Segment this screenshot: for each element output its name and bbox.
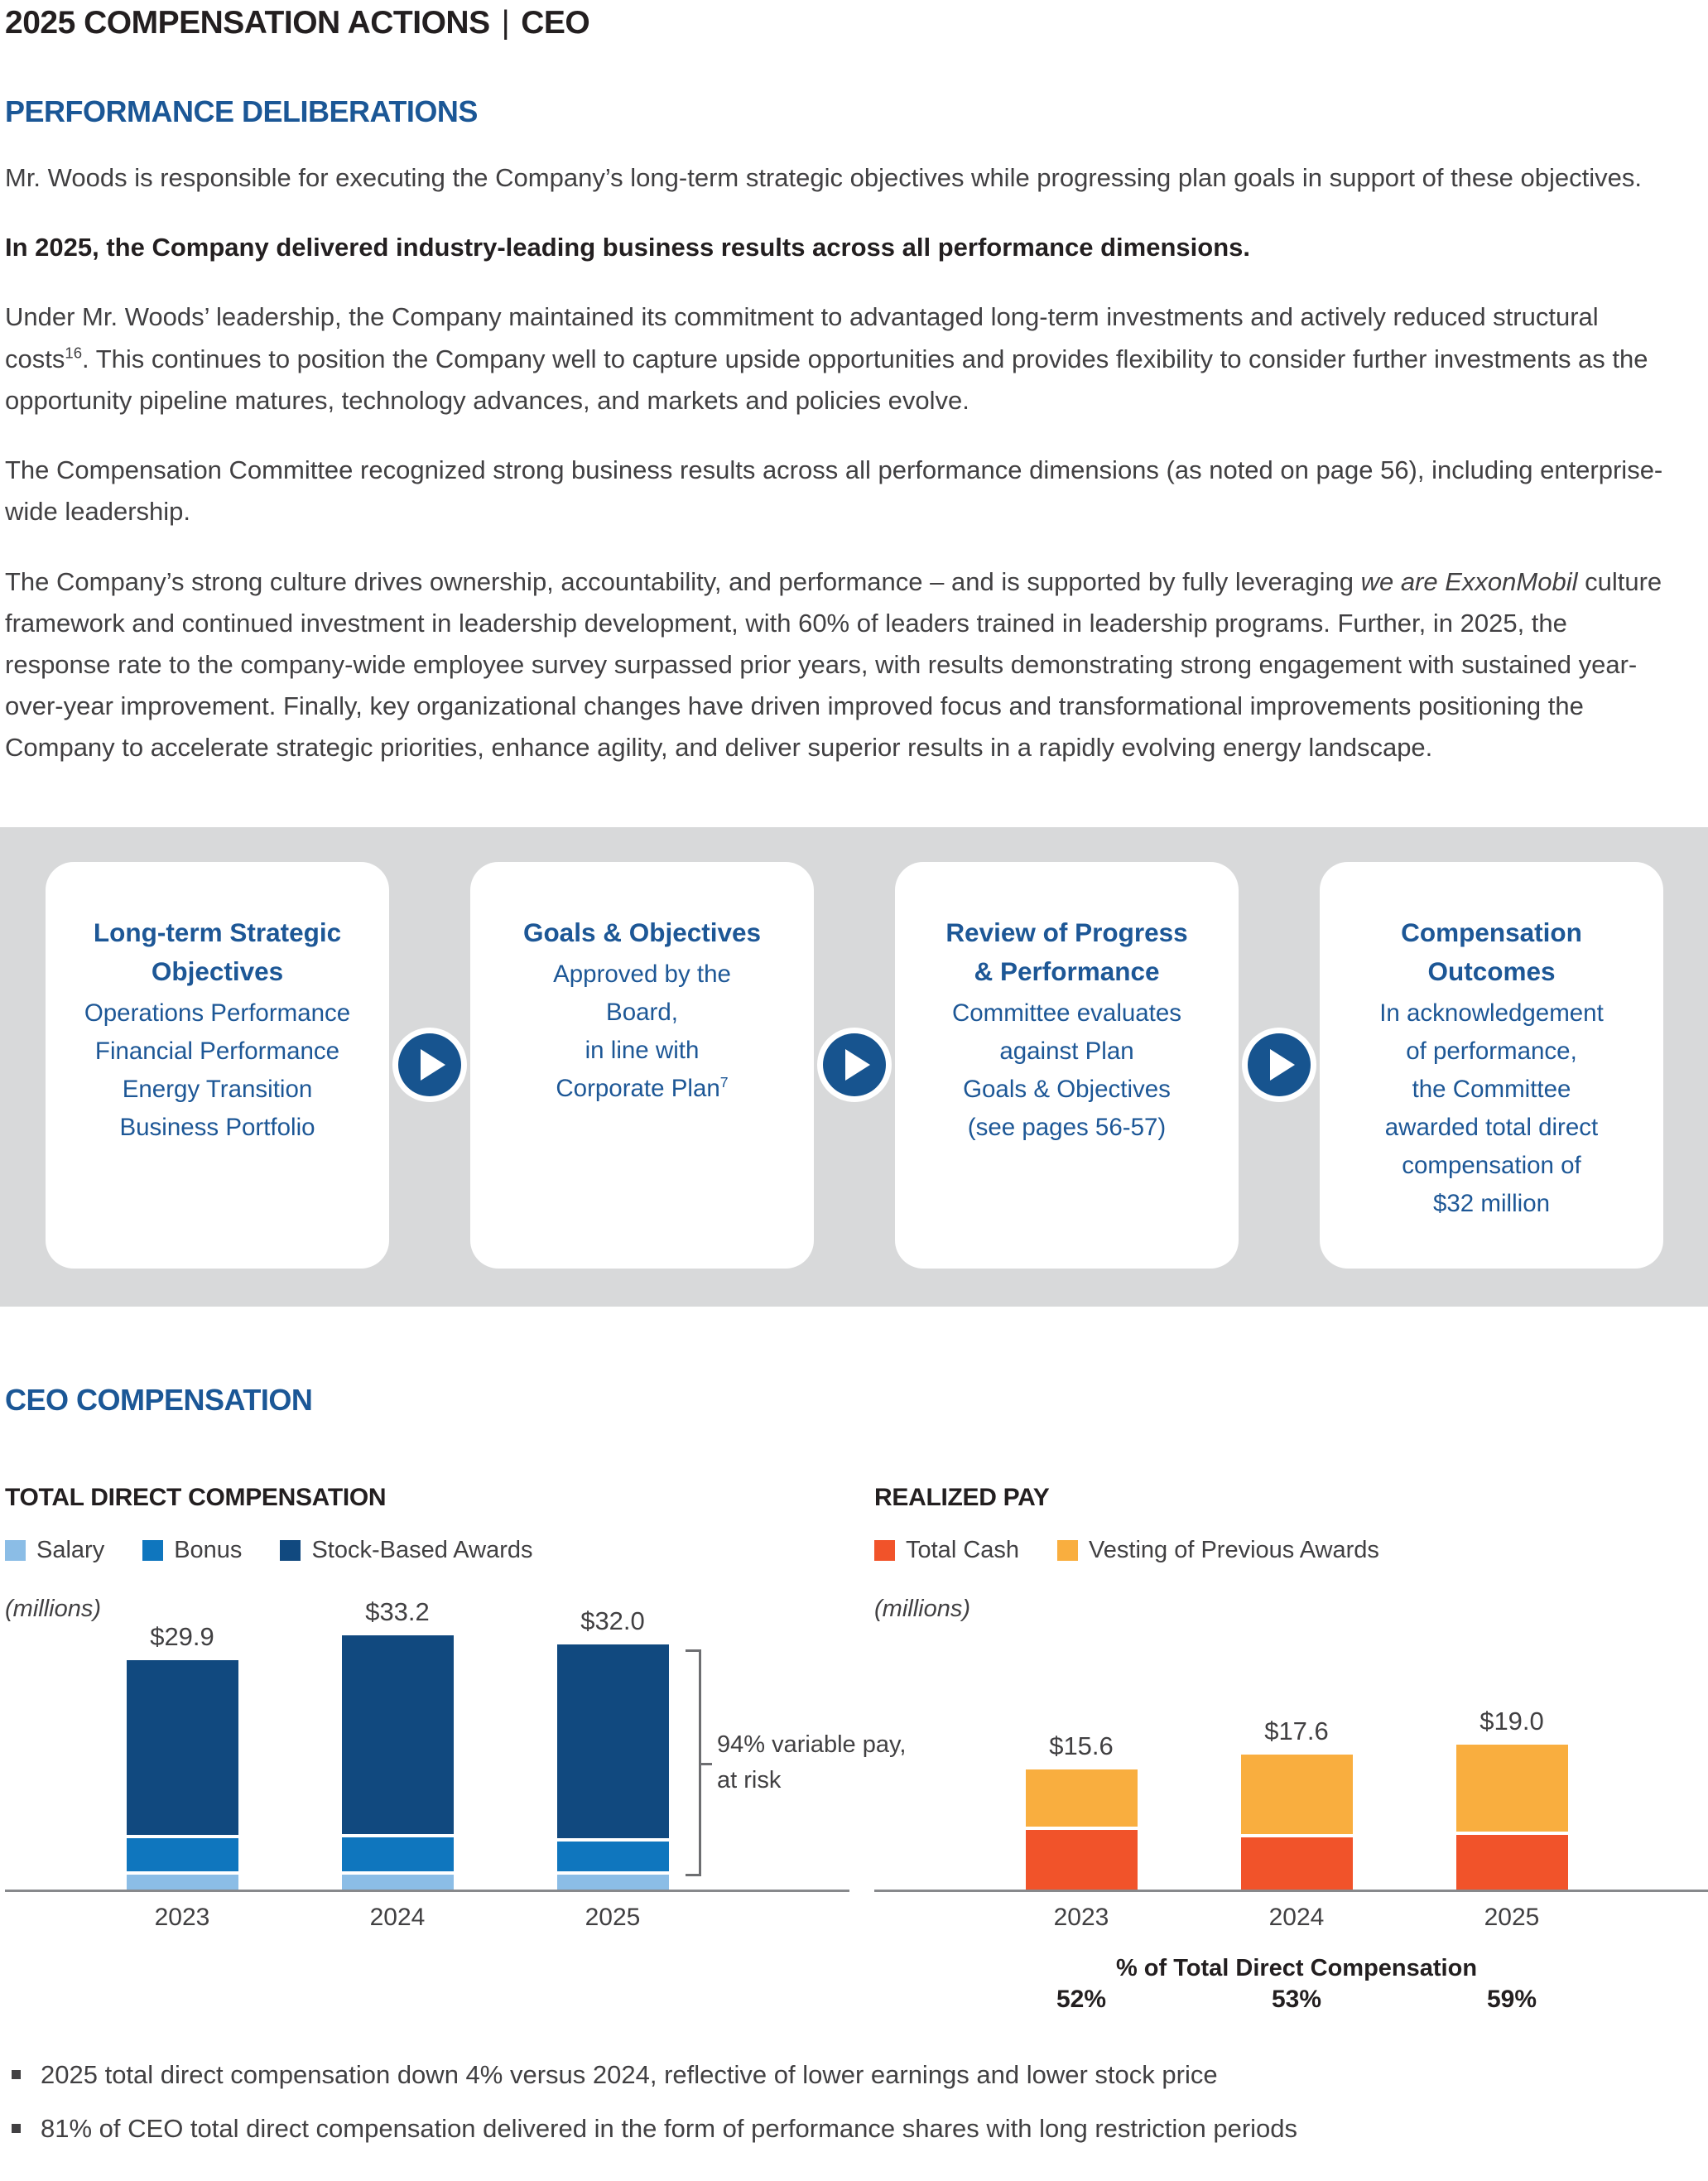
chart-plot-area — [874, 1631, 1708, 1892]
chart-legend — [5, 1537, 849, 1564]
bar-slot — [1404, 1707, 1619, 1890]
legend-color-chip — [1057, 1540, 1078, 1561]
body-line: awarded total direct — [1384, 1114, 1599, 1142]
paragraph-2-text-cont: . This continues to position the Company well to capture upside opportunities and provides flexibility to consider further investments as the opportunity pipeline matures, technology advances, and markets and policies evolve. — [5, 344, 1648, 415]
body-line: in line with — [585, 1036, 700, 1064]
body-line: the Committee — [1412, 1076, 1571, 1104]
percent-caption: % of Total Direct Compensation — [1115, 1954, 1478, 1981]
stacked-bar — [1241, 1755, 1353, 1889]
percent-label: 53% — [1271, 1985, 1322, 2013]
body-line: Approved by the — [553, 960, 731, 988]
process-step-title — [1331, 913, 1652, 992]
footnote-item — [7, 2057, 1703, 2094]
bar-slot — [974, 1731, 1189, 1889]
footnote-text: 2025 total direct compensation down 4% versus 2024, reflective of lower earnings and lower stock price — [41, 2059, 1218, 2089]
body-line: $32 million — [1432, 1190, 1551, 1218]
legend-label: Total Cash — [906, 1536, 1020, 1563]
square-bullet-icon — [12, 2070, 21, 2079]
process-step-long-term-strategic-objectives — [46, 862, 389, 1269]
category-label: 2023 — [154, 1903, 210, 1931]
bar-segment-stock-based-awards — [342, 1635, 454, 1834]
chart-title: TOTAL DIRECT COMPENSATION — [5, 1483, 387, 1511]
total-direct-compensation-chart — [5, 1483, 907, 1932]
footnote-ref-7: 7 — [719, 1074, 729, 1091]
body-line: Business Portfolio — [119, 1114, 315, 1142]
bar-total-label: $33.2 — [365, 1596, 430, 1626]
bar-slot — [290, 1597, 505, 1890]
process-step-goals-and-objectives — [470, 862, 814, 1269]
paragraph-4 — [5, 561, 1669, 769]
bar-total-label: $15.6 — [1049, 1731, 1114, 1761]
body-line: compensation of — [1402, 1152, 1581, 1180]
percent-label: 59% — [1486, 1985, 1537, 2013]
legend-item — [874, 1537, 1019, 1564]
variable-pay-bracket — [686, 1649, 701, 1876]
percent-row — [874, 1986, 1708, 2014]
title-line: Objectives — [151, 956, 284, 986]
title-line: Review of Progress — [945, 917, 1188, 947]
body-line: Financial Performance — [94, 1038, 340, 1066]
title-line: Long-term Strategic — [93, 917, 342, 947]
body-line: In acknowledgement — [1379, 999, 1604, 1028]
legend-item — [1057, 1537, 1379, 1564]
units-label: (millions) — [874, 1595, 970, 1622]
process-step-body — [1331, 994, 1652, 1223]
charts-row — [5, 1484, 1703, 2014]
paragraph-1: Mr. Woods is responsible for executing the Company’s long-term strategic objectives while progressing plan goals in support of these objectives. — [5, 163, 1642, 192]
paragraph-4-text-cont: culture framework and continued investment in leadership development, with 60% of leaders trained in leadership programs. Further, in 2025, the response rate to the company-wide employee survey surpassed prior years, with results demonstrating strong engagement with sustained year-over-year improvement. Finally, key organizational changes have driven improved focus and transformational improvements positioning the Company to accelerate strategic priorities, enhance agility, and deliver superior results in a rapidly evolving energy landscape. — [5, 566, 1662, 763]
title-line: Compensation — [1401, 917, 1582, 947]
bar-segment-vesting-of-previous-awards — [1241, 1755, 1353, 1833]
process-step-body — [907, 994, 1227, 1147]
chart-title: REALIZED PAY — [874, 1483, 1050, 1511]
footnote-text: 81% of CEO total direct compensation delivered in the form of performance shares with long restriction periods — [41, 2113, 1298, 2143]
legend-color-chip — [5, 1540, 26, 1561]
legend-label: Vesting of Previous Awards — [1089, 1536, 1379, 1563]
paragraph-2 — [5, 296, 1669, 421]
variable-pay-annotation: 94% variable pay, at risk — [717, 1731, 907, 1794]
bar-segment-total-cash — [1241, 1834, 1353, 1890]
legend-label: Stock-Based Awards — [311, 1536, 533, 1563]
body-line: Committee evaluates — [951, 999, 1182, 1028]
process-step-body — [57, 994, 378, 1147]
legend-label: Bonus — [174, 1536, 243, 1563]
body-line: Energy Transition — [122, 1076, 313, 1104]
play-arrow-circle — [398, 1033, 461, 1096]
stacked-bar — [127, 1660, 238, 1890]
bars-group — [974, 1707, 1619, 1890]
body-line: against Plan — [999, 1038, 1134, 1066]
body-line: (see pages 56-57) — [967, 1114, 1167, 1142]
bar-total-label: $19.0 — [1479, 1706, 1544, 1736]
legend-color-chip — [874, 1540, 895, 1561]
category-label: 2025 — [1484, 1903, 1540, 1931]
title-line: Outcomes — [1427, 956, 1556, 986]
bar-segment-salary — [557, 1871, 669, 1890]
legend-color-chip — [280, 1540, 301, 1561]
process-step-review-of-progress — [895, 862, 1239, 1269]
bar-slot — [1189, 1716, 1404, 1889]
paragraph-4-text: The Company’s strong culture drives ownership, accountability, and performance – and is supported by fully leveraging — [5, 566, 1361, 596]
bar-segment-bonus — [127, 1835, 238, 1871]
paragraph-bold: In 2025, the Company delivered industry-leading business results across all performance dimensions. — [5, 233, 1250, 262]
square-bullet-icon — [12, 2124, 21, 2133]
title-line: Goals & Objectives — [522, 917, 762, 947]
stacked-bar — [1026, 1769, 1138, 1889]
title-separator: | — [501, 5, 510, 41]
process-flow-band — [0, 827, 1708, 1307]
ceo-compensation-heading: CEO COMPENSATION — [5, 1382, 313, 1417]
legend-item — [142, 1537, 242, 1564]
bar-segment-bonus — [557, 1838, 669, 1871]
play-arrow-circle — [823, 1033, 886, 1096]
flow-arrow-icon — [817, 1028, 892, 1102]
title-line: & Performance — [974, 956, 1160, 986]
bar-segment-total-cash — [1456, 1832, 1568, 1890]
stacked-bar — [557, 1644, 669, 1890]
legend-item — [5, 1537, 104, 1564]
legend-item — [280, 1537, 532, 1564]
bar-segment-bonus — [342, 1834, 454, 1871]
x-axis-labels — [5, 1904, 849, 1932]
page — [0, 5, 1708, 769]
page-title-main: 2025 COMPENSATION ACTIONS — [5, 5, 490, 41]
bar-total-label: $32.0 — [580, 1606, 645, 1635]
process-step-compensation-outcomes — [1320, 862, 1663, 1269]
percent-label: 52% — [1056, 1985, 1107, 2013]
body-line: Board, — [606, 998, 678, 1026]
legend-label: Salary — [36, 1536, 105, 1563]
stacked-bar — [342, 1635, 454, 1890]
bar-segment-vesting-of-previous-awards — [1026, 1769, 1138, 1826]
bar-segment-total-cash — [1026, 1827, 1138, 1890]
category-label: 2023 — [1053, 1903, 1109, 1931]
bar-slot — [75, 1622, 290, 1890]
flow-arrow-icon — [392, 1028, 467, 1102]
bars-group — [75, 1597, 720, 1890]
play-arrow-circle — [1248, 1033, 1311, 1096]
page-title — [5, 5, 1703, 41]
x-axis-labels — [874, 1904, 1708, 1932]
body-line — [482, 1070, 802, 1108]
footnote-item — [7, 2111, 1703, 2148]
footnote-ref-16: 16 — [65, 344, 83, 362]
right-triangle-icon — [421, 1049, 445, 1081]
right-triangle-icon — [1270, 1049, 1295, 1081]
bar-segment-stock-based-awards — [127, 1660, 238, 1836]
bar-segment-salary — [342, 1871, 454, 1890]
right-triangle-icon — [845, 1049, 870, 1081]
we-are-exxonmobil-italic: we are ExxonMobil — [1360, 566, 1578, 596]
performance-deliberations-heading: PERFORMANCE DELIBERATIONS — [5, 94, 478, 128]
category-label: 2025 — [585, 1903, 641, 1931]
category-label: 2024 — [1268, 1903, 1325, 1931]
page-title-sub: CEO — [521, 5, 590, 41]
bar-total-label: $17.6 — [1264, 1716, 1329, 1746]
process-step-title — [482, 913, 802, 952]
body-line: of performance, — [1406, 1038, 1577, 1066]
body-line: Operations Performance — [84, 999, 351, 1028]
body-line-text: Corporate Plan — [556, 1074, 720, 1102]
paragraph-3: The Compensation Committee recognized strong business results across all performance dimensions (as noted on page 56), including enterprise-wide leadership. — [5, 455, 1663, 527]
realized-pay-chart — [874, 1484, 1708, 2014]
paragraph-2-text: Under Mr. Woods’ leadership, the Company maintained its commitment to advantaged long-term investments and actively reduced structural costs — [5, 302, 1599, 373]
bar-segment-stock-based-awards — [557, 1644, 669, 1838]
chart-legend — [874, 1537, 1708, 1564]
bar-total-label: $29.9 — [150, 1621, 214, 1651]
bar-segment-salary — [127, 1871, 238, 1890]
units-label: (millions) — [5, 1595, 101, 1622]
flow-arrow-icon — [1242, 1028, 1316, 1102]
category-label: 2024 — [369, 1903, 426, 1931]
stacked-bar — [1456, 1745, 1568, 1890]
bar-segment-vesting-of-previous-awards — [1456, 1745, 1568, 1832]
process-step-body — [482, 956, 802, 1108]
process-step-title — [57, 913, 378, 992]
body-line: Goals & Objectives — [963, 1076, 1171, 1104]
footnotes — [7, 2057, 1703, 2148]
process-step-title — [907, 913, 1227, 992]
legend-color-chip — [142, 1540, 163, 1561]
